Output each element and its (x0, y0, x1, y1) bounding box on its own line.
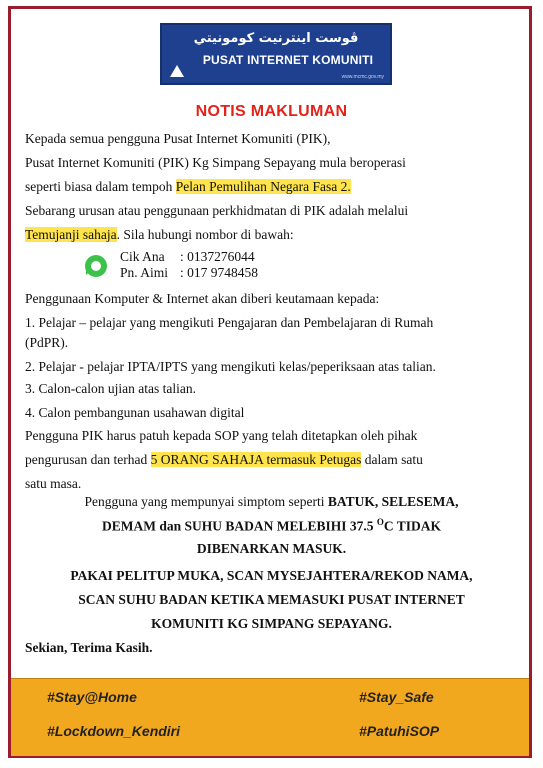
sop-line-2 (25, 452, 423, 468)
mcmc-triangle-icon (170, 65, 184, 77)
degree-superscript: O (376, 517, 384, 527)
intro-text: seperti biasa dalam tempoh (25, 179, 176, 194)
intro-line-2: Pusat Internet Komuniti (PIK) Kg Simpang Sepayang mula beroperasi (25, 155, 406, 170)
intro-text: . Sila hubungi nombor di bawah: (116, 227, 294, 242)
intro-line-3 (25, 179, 351, 195)
whatsapp-icon (85, 255, 107, 277)
priority-item-2: 2. Pelajar - pelajar IPTA/IPTS yang mengikuti kelas/peperiksaan atas talian. (25, 359, 436, 374)
priority-item-1: 1. Pelajar – pelajar yang mengikuti Pengajaran dan Pembelajaran di Rumah (25, 315, 434, 330)
contact-name: Pn. Aimi (120, 265, 169, 280)
contact-row (120, 249, 255, 265)
logo-jawi-text: ڤوست اينترنيت كومونيتي (193, 31, 359, 46)
symptoms-text: BATUK, SELESEMA, (327, 494, 459, 509)
intro-line-5 (25, 227, 294, 243)
contact-phone: : 017 9748458 (180, 265, 259, 280)
priority-item-1-cont: (PdPR). (25, 335, 69, 350)
intro-line-1: Kepada semua pengguna Pusat Internet Komuniti (PIK), (25, 131, 331, 146)
closing-text: Sekian, Terima Kasih. (25, 640, 153, 655)
pik-logo (160, 23, 392, 85)
intro-line-4: Sebarang urusan atau penggunaan perkhidmatan di PIK adalah melalui (25, 203, 409, 218)
hashtag-patuhi-sop: #PatuhiSOP (359, 723, 440, 739)
warning-line-4: PAKAI PELITUP MUKA, SCAN MYSEJAHTERA/REKOD NAMA, (70, 568, 473, 583)
hashtag-footer (11, 678, 529, 756)
warning-line-3: DIBENARKAN MASUK. (196, 541, 347, 556)
warning-line-5: SCAN SUHU BADAN KETIKA MEMASUKI PUSAT INTERNET (78, 592, 465, 607)
logo-name: PUSAT INTERNET KOMUNITI (202, 53, 374, 67)
warning-text: C TIDAK (383, 518, 442, 534)
contact-phone: : 0137276044 (180, 249, 255, 264)
hashtag-lockdown: #Lockdown_Kendiri (47, 723, 181, 739)
priority-item-4: 4. Calon pembangunan usahawan digital (25, 405, 245, 420)
appointment-highlight: Temujanji sahaja (25, 227, 117, 242)
priority-heading: Penggunaan Komputer & Internet akan diberi keutamaan kepada: (25, 291, 380, 306)
plan-highlight: Pelan Pemulihan Negara Fasa 2. (175, 179, 351, 194)
warning-line-6: KOMUNITI KG SIMPANG SEPAYANG. (151, 616, 392, 631)
notice-title: NOTIS MAKLUMAN (195, 103, 348, 120)
warning-line-1 (0, 494, 543, 510)
contact-name: Cik Ana (120, 249, 165, 264)
fever-text: DEMAM dan SUHU BADAN MELEBIHI 37.5 (101, 518, 377, 534)
hashtag-stay-home: #Stay@Home (47, 689, 137, 705)
warning-line-2 (0, 517, 543, 535)
hashtag-stay-safe: #Stay_Safe (359, 689, 434, 705)
priority-item-3: 3. Calon-calon ujian atas talian. (25, 381, 196, 396)
sop-text: dalam satu (361, 452, 423, 467)
sop-line-3: satu masa. (25, 476, 82, 491)
sop-text: pengurusan dan terhad (25, 452, 151, 467)
warning-text: Pengguna yang mempunyai simptom seperti (84, 494, 328, 509)
logo-url: www.mcmc.gov.my (341, 74, 384, 80)
limit-highlight: 5 ORANG SAHAJA termasuk Petugas (150, 452, 362, 467)
sop-line-1: Pengguna PIK harus patuh kepada SOP yang telah ditetapkan oleh pihak (25, 428, 418, 443)
contact-row (120, 265, 258, 281)
